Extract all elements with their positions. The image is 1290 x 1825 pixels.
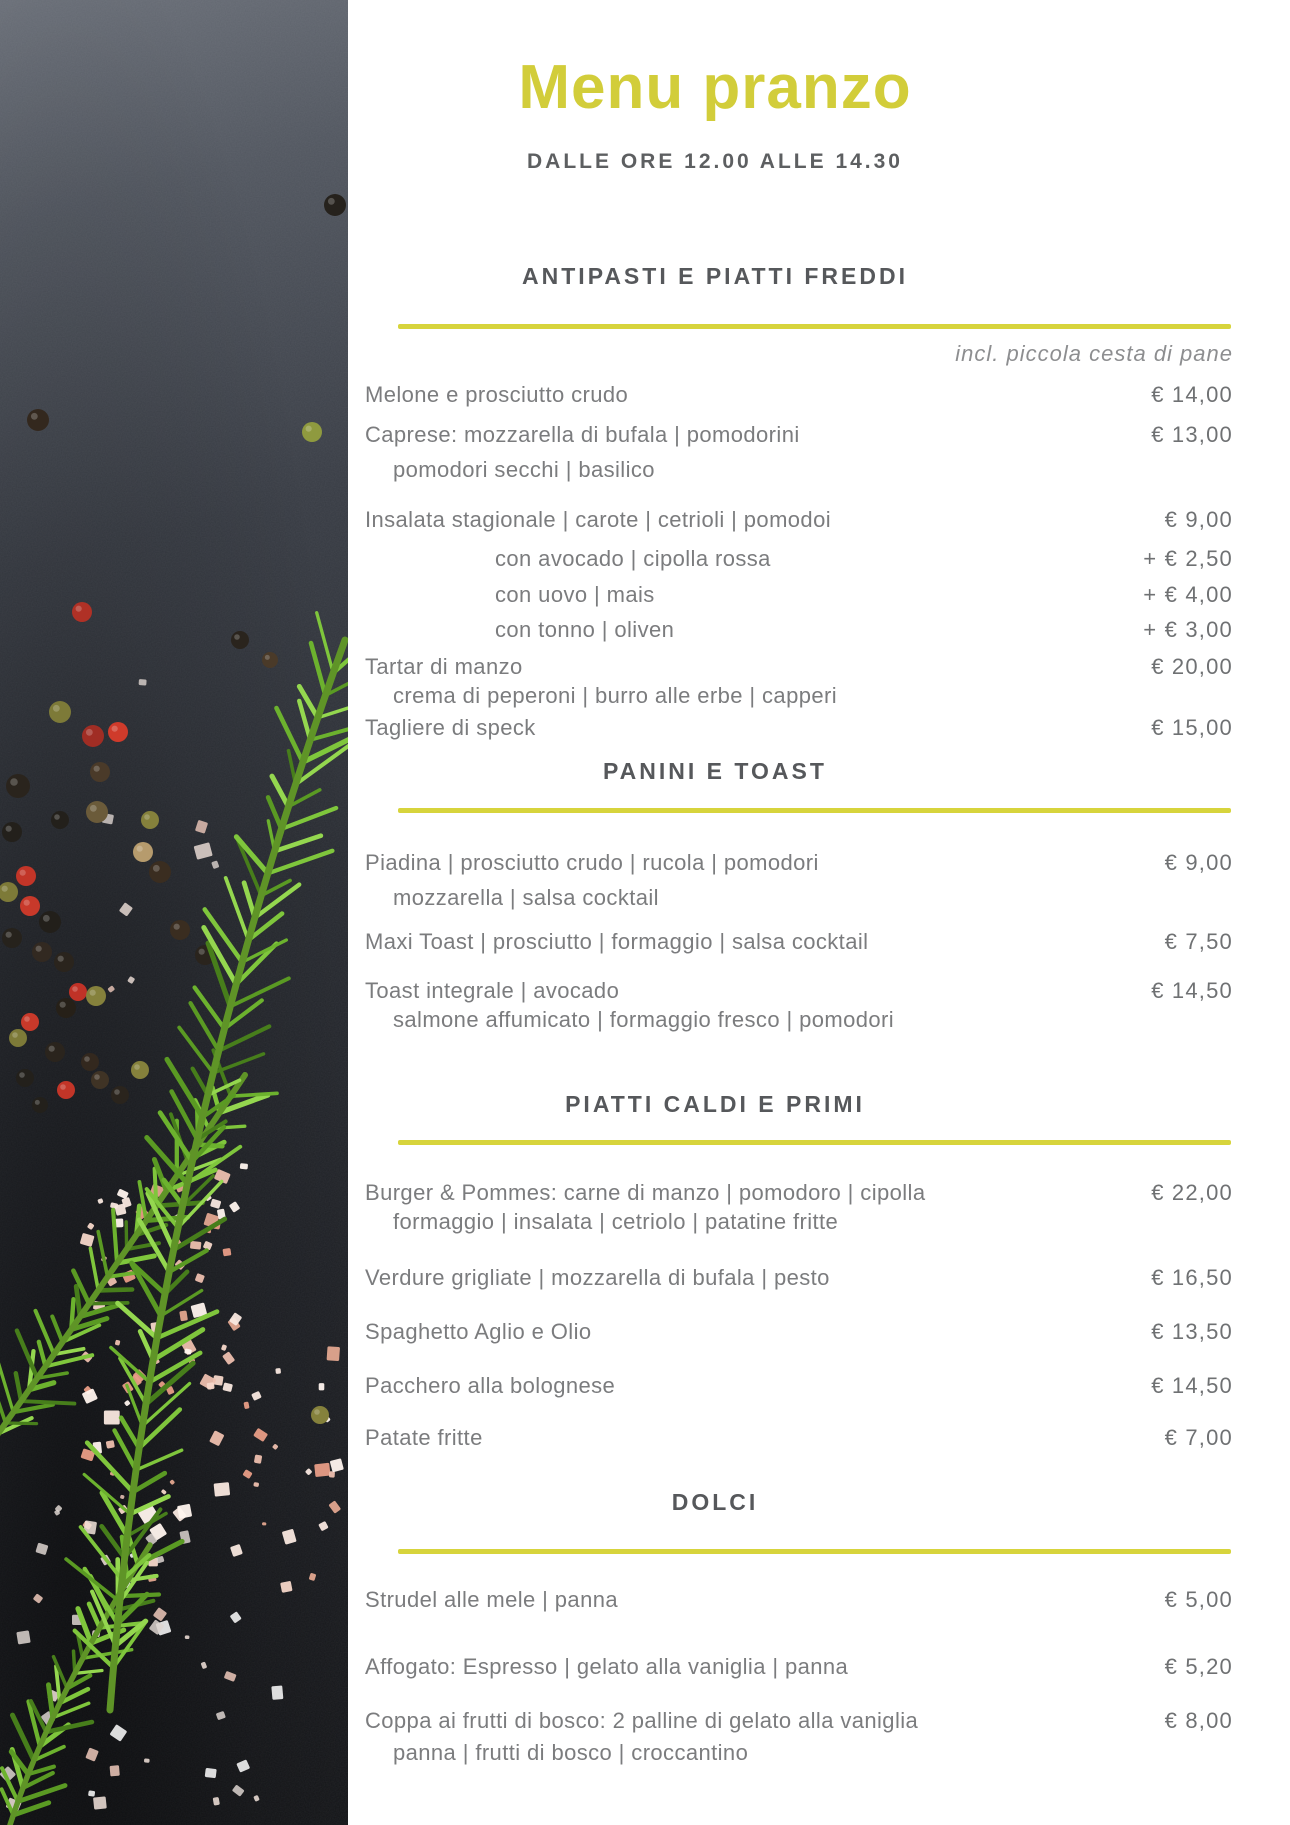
item-name: Toast integrale | avocado bbox=[365, 978, 620, 1003]
item-name: Burger & Pommes: carne di manzo | pomodoro | cipolla bbox=[365, 1180, 926, 1205]
item-price: € 16,50 bbox=[1151, 1265, 1233, 1290]
item-price: € 7,00 bbox=[1164, 1425, 1233, 1450]
item-name: Affogato: Espresso | gelato alla vaniglia | panna bbox=[365, 1654, 849, 1679]
item-name: Insalata stagionale | carote | cetrioli | pomodoi bbox=[365, 507, 831, 532]
item-price: € 14,00 bbox=[1151, 382, 1233, 407]
menu-item bbox=[365, 1179, 1233, 1207]
item-name: Coppa ai frutti di bosco: 2 palline di gelato alla vaniglia bbox=[365, 1708, 919, 1733]
section-divider bbox=[398, 324, 1231, 329]
item-name: Maxi Toast | prosciutto | formaggio | salsa cocktail bbox=[365, 929, 869, 954]
item-name: con avocado | cipolla rossa bbox=[495, 546, 771, 571]
item-name: Strudel alle mele | panna bbox=[365, 1587, 618, 1612]
item-price: € 8,00 bbox=[1164, 1708, 1233, 1733]
item-price: € 13,00 bbox=[1151, 422, 1233, 447]
item-price: + € 3,00 bbox=[1143, 617, 1233, 642]
page-subtitle: DALLE ORE 12.00 ALLE 14.30 bbox=[527, 150, 903, 173]
item-price: € 9,00 bbox=[1164, 507, 1233, 532]
section-divider bbox=[398, 1140, 1231, 1145]
menu-item bbox=[365, 1424, 1233, 1452]
item-detail: formaggio | insalata | cetriolo | patatine fritte bbox=[393, 1209, 839, 1234]
menu-item bbox=[365, 421, 1233, 449]
menu-item bbox=[365, 581, 1233, 609]
item-name: Piadina | prosciutto crudo | rucola | pomodori bbox=[365, 850, 819, 875]
item-price: € 9,00 bbox=[1164, 850, 1233, 875]
page-title: Menu pranzo bbox=[518, 53, 912, 122]
menu-item-detail bbox=[365, 884, 1233, 912]
item-price: € 20,00 bbox=[1151, 654, 1233, 679]
menu-item-detail bbox=[365, 1739, 1233, 1767]
menu-item bbox=[365, 1653, 1233, 1681]
item-price: € 5,00 bbox=[1164, 1587, 1233, 1612]
section-title-panini: PANINI E TOAST bbox=[603, 758, 827, 784]
menu-item bbox=[365, 545, 1233, 573]
item-price: € 13,50 bbox=[1151, 1319, 1233, 1344]
item-price: € 14,50 bbox=[1151, 978, 1233, 1003]
menu-item-detail bbox=[365, 1208, 1233, 1236]
menu-item bbox=[365, 1264, 1233, 1292]
menu-item bbox=[365, 977, 1233, 1005]
item-price: € 15,00 bbox=[1151, 715, 1233, 740]
item-detail: salmone affumicato | formaggio fresco | pomodori bbox=[393, 1007, 895, 1032]
item-detail: panna | frutti di bosco | croccantino bbox=[393, 1740, 749, 1765]
menu-item bbox=[365, 714, 1233, 742]
menu-item-detail bbox=[365, 1006, 1233, 1034]
section-note: incl. piccola cesta di pane bbox=[955, 341, 1233, 366]
section-title-antipasti: ANTIPASTI E PIATTI FREDDI bbox=[522, 263, 908, 289]
menu-item-detail bbox=[365, 456, 1233, 484]
item-name: Verdure grigliate | mozzarella di bufala | pesto bbox=[365, 1265, 830, 1290]
menu-item bbox=[365, 849, 1233, 877]
item-name: con tonno | oliven bbox=[495, 617, 675, 642]
menu-item bbox=[365, 653, 1233, 681]
photo-illustration bbox=[0, 0, 348, 1825]
item-detail: crema di peperoni | burro alle erbe | capperi bbox=[393, 683, 837, 708]
item-name: con uovo | mais bbox=[495, 582, 655, 607]
menu-item bbox=[365, 506, 1233, 534]
photo-rosemary-spices bbox=[0, 0, 348, 1825]
menu-item bbox=[365, 1707, 1233, 1735]
item-price: € 22,00 bbox=[1151, 1180, 1233, 1205]
menu-item bbox=[365, 1318, 1233, 1346]
menu-item bbox=[365, 928, 1233, 956]
section-divider bbox=[398, 808, 1231, 813]
menu-item bbox=[365, 1372, 1233, 1400]
item-price: + € 2,50 bbox=[1143, 546, 1233, 571]
item-name: Tagliere di speck bbox=[365, 715, 536, 740]
section-title-dolci: DOLCI bbox=[671, 1489, 759, 1515]
item-price: € 5,20 bbox=[1164, 1654, 1233, 1679]
item-price: + € 4,00 bbox=[1143, 582, 1233, 607]
item-detail: pomodori secchi | basilico bbox=[393, 457, 655, 482]
item-name: Melone e prosciutto crudo bbox=[365, 382, 629, 407]
item-name: Pacchero alla bolognese bbox=[365, 1373, 616, 1398]
item-detail: mozzarella | salsa cocktail bbox=[393, 885, 659, 910]
menu-item bbox=[365, 616, 1233, 644]
item-name: Tartar di manzo bbox=[365, 654, 523, 679]
item-name: Patate fritte bbox=[365, 1425, 483, 1450]
item-price: € 14,50 bbox=[1151, 1373, 1233, 1398]
section-divider bbox=[398, 1549, 1231, 1554]
menu-item bbox=[365, 381, 1233, 409]
menu-item bbox=[365, 1586, 1233, 1614]
section-title-piatti-caldi: PIATTI CALDI E PRIMI bbox=[565, 1091, 865, 1117]
item-name: Spaghetto Aglio e Olio bbox=[365, 1319, 592, 1344]
item-price: € 7,50 bbox=[1164, 929, 1233, 954]
menu-item-detail bbox=[365, 682, 1233, 710]
item-name: Caprese: mozzarella di bufala | pomodorini bbox=[365, 422, 800, 447]
